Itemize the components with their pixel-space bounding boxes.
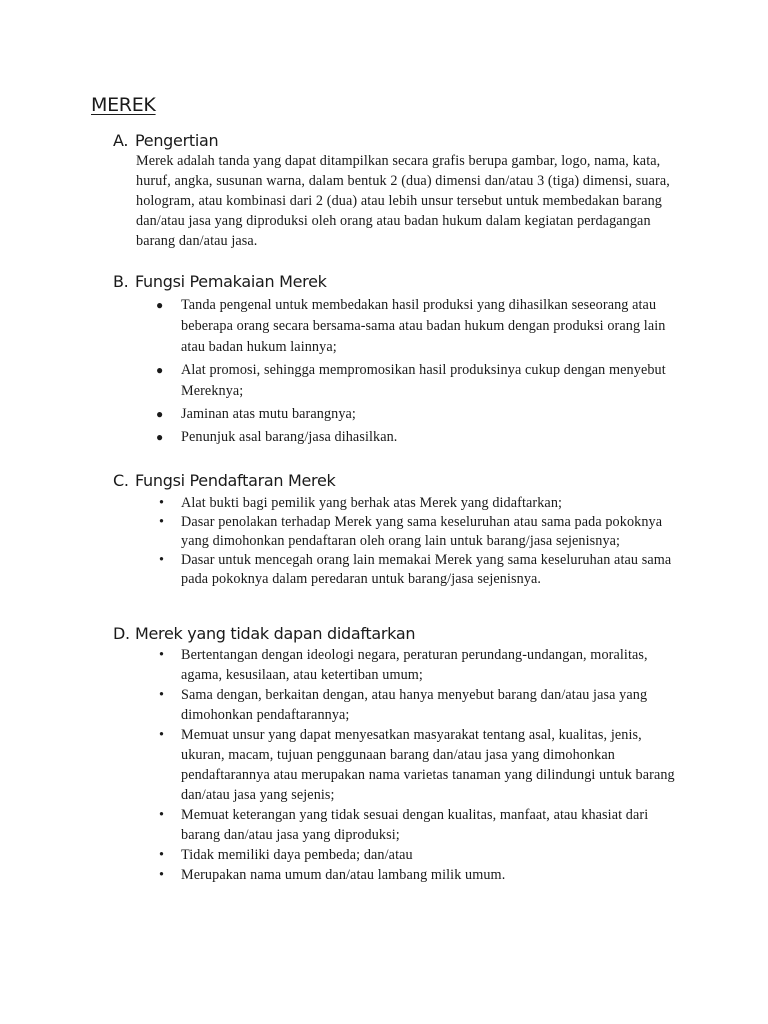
list-item: [156, 404, 681, 425]
list-item: [159, 865, 681, 885]
list-item-text: Dasar untuk mencegah orang lain memakai Merek yang sama keseluruhan atau sama pada pokoknya dalam peredaran untuk barang/jasa sejenisnya.: [181, 552, 672, 587]
section-title: Fungsi Pemakaian Merek: [135, 272, 327, 291]
list-item: [156, 295, 681, 358]
list-item-text: Alat promosi, sehingga mempromosikan hasil produksinya cukup dengan menyebut Mereknya;: [181, 362, 666, 399]
list-item-text: Tanda pengenal untuk membedakan hasil produksi yang dihasilkan seseorang atau beberapa orang secara bersama-sama atau badan hukum dengan produksi orang lain atau badan hukum lainnya;: [181, 297, 666, 355]
list-item: [159, 494, 681, 513]
section-number: D.: [113, 624, 130, 643]
list-item: [159, 513, 681, 551]
section-number: C.: [113, 471, 129, 490]
list-item-text: Memuat unsur yang dapat menyesatkan masyarakat tentang asal, kualitas, jenis, ukuran, macam, tujuan penggunaan barang dan/atau jasa yang dimohonkan pendaftarannya atau merupakan nama varietas tanaman yang dilindungi untuk barang dan/atau jasa yang sejenis;: [181, 727, 675, 803]
section-title: Merek yang tidak dapan didaftarkan: [135, 624, 416, 643]
list-item-text: Tidak memiliki daya pembeda; dan/atau: [181, 847, 413, 863]
bullet-icon: ●: [156, 430, 164, 444]
bullet-icon: ●: [156, 407, 164, 421]
list-item-text: Penunjuk asal barang/jasa dihasilkan.: [181, 429, 398, 445]
fungsi-pendaftaran-list: [159, 494, 681, 589]
definition-paragraph: Merek adalah tanda yang dapat ditampilkan secara grafis berupa gambar, logo, nama, kata, huruf, angka, susunan warna, dalam bentuk 2 (dua) dimensi dan/atau 3 (tiga) dimensi, suara, hologram, atau kombinasi dari 2 (dua) atau lebih unsur tersebut untuk membedakan barang dan/atau jasa yang diproduksi oleh orang atau badan hukum dalam kegiatan perdagangan barang dan/atau jasa.: [136, 153, 670, 249]
section-number: B.: [113, 272, 129, 291]
list-item: [159, 551, 681, 589]
list-item: [159, 725, 681, 805]
bullet-icon: •: [159, 495, 165, 511]
list-item: [159, 645, 681, 685]
list-item-text: Alat bukti bagi pemilik yang berhak atas Merek yang didaftarkan;: [181, 495, 563, 511]
list-item: [159, 685, 681, 725]
section-number: A.: [113, 131, 129, 150]
section-heading-fungsi-pemakaian: [113, 272, 327, 291]
bullet-icon: •: [159, 647, 165, 663]
list-item-text: Bertentangan dengan ideologi negara, peraturan perundang-undangan, moralitas, agama, kesusilaan, atau ketertiban umum;: [181, 647, 648, 683]
list-item-text: Merupakan nama umum dan/atau lambang milik umum.: [181, 867, 506, 883]
section-title: Pengertian: [135, 131, 219, 150]
list-item: [156, 427, 681, 448]
bullet-icon: ●: [156, 363, 164, 377]
bullet-icon: ●: [156, 298, 164, 312]
list-item-text: Dasar penolakan terhadap Merek yang sama keseluruhan atau sama pada pokoknya yang dimohonkan pendaftaran oleh orang lain untuk barang/jasa sejenisnya;: [181, 514, 663, 549]
bullet-icon: •: [159, 552, 165, 568]
list-item-text: Sama dengan, berkaitan dengan, atau hanya menyebut barang dan/atau jasa yang dimohonkan pendaftarannya;: [181, 687, 648, 723]
bullet-icon: •: [159, 727, 165, 743]
list-item: [156, 360, 681, 402]
section-title: Fungsi Pendaftaran Merek: [135, 471, 336, 490]
fungsi-pemakaian-list: [156, 295, 681, 450]
list-item-text: Memuat keterangan yang tidak sesuai dengan kualitas, manfaat, atau khasiat dari barang dan/atau jasa yang diproduksi;: [181, 807, 649, 843]
list-item: [159, 845, 681, 865]
bullet-icon: •: [159, 807, 165, 823]
bullet-icon: •: [159, 847, 165, 863]
document-title: MEREK: [91, 94, 156, 116]
section-heading-fungsi-pendaftaran: [113, 471, 335, 490]
bullet-icon: •: [159, 867, 165, 883]
bullet-icon: •: [159, 514, 165, 530]
section-heading-pengertian: [113, 131, 218, 150]
list-item-text: Jaminan atas mutu barangnya;: [181, 406, 356, 422]
section-heading-tidak-dapat-didaftarkan: [113, 624, 415, 643]
tidak-dapat-didaftarkan-list: [159, 645, 681, 885]
bullet-icon: •: [159, 687, 165, 703]
list-item: [159, 805, 681, 845]
